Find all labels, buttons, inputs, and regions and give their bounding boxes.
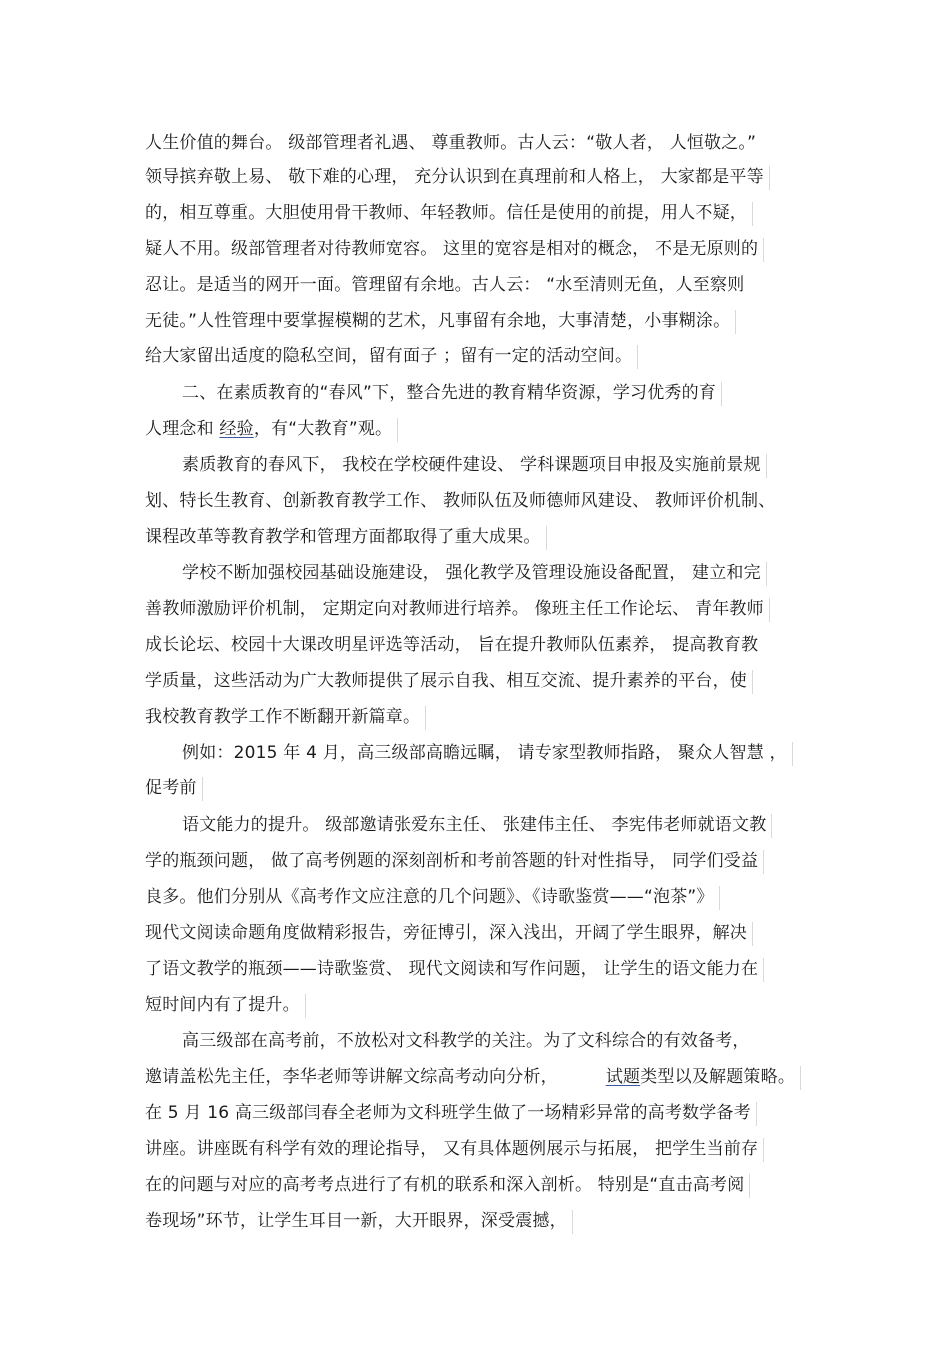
line-text: 类型以及解题策略。 [640,1067,796,1087]
line-edge-mark [771,814,772,838]
line-edge-mark [763,850,764,874]
text-line [145,773,197,803]
line-text: 邀请盖松先主任，李华老师等讲解文综高考动向分析， [145,1067,558,1087]
line-edge-mark [752,670,753,694]
line-text: 二、在素质教育的“春风”下，整合先进的教育精华资源，学习优秀的育 [182,383,717,403]
line-edge-mark [425,706,426,730]
line-edge-mark [763,958,764,982]
text-line [145,1062,795,1092]
line-text: 无徒。”人性管理中要掌握模糊的艺术，凡事留有余地，大事清楚，小事糊涂。 [145,311,731,331]
experience-link[interactable]: 经验 [219,419,254,439]
line-edge-mark [305,994,306,1018]
line-text: 的，相互尊重。大胆使用骨干教师、年轻教师。信任是使用的前提，用人不疑， [145,203,747,223]
line-text: 高三级部在高考前，不放松对文科教学的关注。为了文科综合的有效备考， [182,1031,750,1051]
line-edge-mark [749,1174,750,1198]
line-edge-mark [637,345,638,369]
line-edge-mark [763,1138,764,1162]
line-text: 在的问题与对应的高考考点进行了有机的联系和深入剖析。 特别是“直击高考阅 [145,1175,745,1195]
text-line [145,1134,758,1164]
line-edge-mark [752,922,753,946]
line-edge-mark [800,1066,801,1090]
line-edge-mark [766,454,767,478]
line-text: 素质教育的春风下， 我校在学校硬件建设、 学科课题项目申报及实施前景规 [182,455,761,475]
line-edge-mark [721,382,722,406]
text-line [145,1206,567,1236]
line-edge-mark [202,777,203,801]
line-text: 忍让。是适当的网开一面。管理留有余地。古人云： “水至清则无鱼，人至察则 [145,275,745,295]
exam-questions-link[interactable]: 试题 [605,1067,641,1087]
text-line [145,954,758,984]
text-line [145,918,747,948]
line-text: 疑人不用。级部管理者对待教师宽容。 这里的宽容是相对的概念， 不是无原则的 [145,239,759,259]
line-text: 了语文教学的瓶颈——诗歌鉴赏、 现代文阅读和写作问题， 让学生的语文能力在 [145,959,759,979]
line-text: 人理念和 [145,419,214,439]
text-line [145,846,758,876]
text-line [145,990,300,1020]
line-edge-mark [572,1210,573,1234]
line-text: 卷现场”环节，让学生耳目一新，大开眼界，深受震撼， [145,1211,567,1231]
line-text: 人生价值的舞台。 级部管理者礼遇、 尊重教师。古人云：“敬人者， 人恒敬之。” [145,133,757,153]
text-line [182,810,766,840]
line-text: 例如：2015 年 4 月，高三级部高瞻远瞩， 请专家型教师指路， 聚众人智慧 ， [182,743,787,763]
line-text: 学校不断加强校园基础设施建设， 强化教学及管理设施设备配置， 建立和完 [182,563,761,583]
line-edge-mark [756,1102,757,1126]
line-text: 我校教育教学工作不断翻开新篇章。 [145,707,421,727]
text-line [182,1026,750,1056]
text-line [145,1170,744,1200]
line-text: 给大家留出适度的隐私空间，留有面子 ；留有一定的活动空间。 [145,346,633,366]
line-text: 善教师激励评价机制， 定期定向对教师进行培养。 像班主任工作论坛、 青年教师 [145,599,764,619]
text-line [145,594,764,624]
text-line [145,306,730,336]
line-text: 课程改革等教育教学和管理方面都取得了重大成果。 [145,527,541,547]
text-line [145,162,764,192]
line-text: 在 5 月 16 高三级部闫春全老师为文科班学生做了一场精彩异常的高考数学备考 [145,1103,751,1123]
text-line [182,450,761,480]
text-line [145,666,747,696]
line-text: 学的瓶颈问题， 做了高考例题的深刻剖析和考前答题的针对性指导， 同学们受益 [145,851,759,871]
text-line [145,522,541,552]
text-line [145,234,758,264]
line-edge-mark [719,886,720,910]
line-text: 语文能力的提升。 级部邀请张爱东主任、 张建伟主任、 李宪伟老师就语文教 [182,815,767,835]
line-text: 学质量，这些活动为广大教师提供了展示自我、相互交流、提升素养的平台，使 [145,671,747,691]
text-line [145,882,714,912]
line-text: 讲座。讲座既有科学有效的理论指导， 又有具体题例展示与拓展， 把学生当前存 [145,1139,759,1159]
line-edge-mark [766,562,767,586]
line-text: 成长论坛、校园十大课改明星评选等活动， 旨在提升教师队伍素养， 提高教育教 [145,635,759,655]
line-edge-mark [792,742,793,766]
line-edge-mark [769,598,770,622]
section-heading [182,378,716,408]
line-text: 良多。他们分别从《高考作文应注意的几个问题》、《诗歌鉴赏——“泡茶”》 [145,887,714,907]
text-line [145,128,756,158]
text-line [145,270,744,300]
text-line [145,341,632,371]
text-line [145,486,775,516]
text-line [145,414,392,444]
line-edge-mark [546,526,547,550]
line-text: 现代文阅读命题角度做精彩报告，旁征博引，深入浅出，开阔了学生眼界，解决 [145,923,747,943]
text-line [145,630,758,660]
line-text: 促考前 [145,778,197,798]
text-line [182,738,787,768]
line-edge-mark [769,166,770,190]
line-edge-mark [397,418,398,442]
line-edge-mark [735,310,736,334]
line-text: 划、特长生教育、创新教育教学工作、 教师队伍及师德师风建设、 教师评价机制、 [145,491,776,511]
text-line [145,198,747,228]
text-line [182,558,761,588]
line-edge-mark [763,238,764,262]
line-text: ，有“大教育”观。 [253,419,393,439]
text-line [145,1098,751,1128]
line-text: 短时间内有了提升。 [145,995,300,1015]
line-edge-mark [752,202,753,226]
line-text: 领导摈弃敬上易、 敬下难的心理， 充分认识到在真理前和人格上， 大家都是平等 [145,167,764,187]
text-line [145,702,420,732]
